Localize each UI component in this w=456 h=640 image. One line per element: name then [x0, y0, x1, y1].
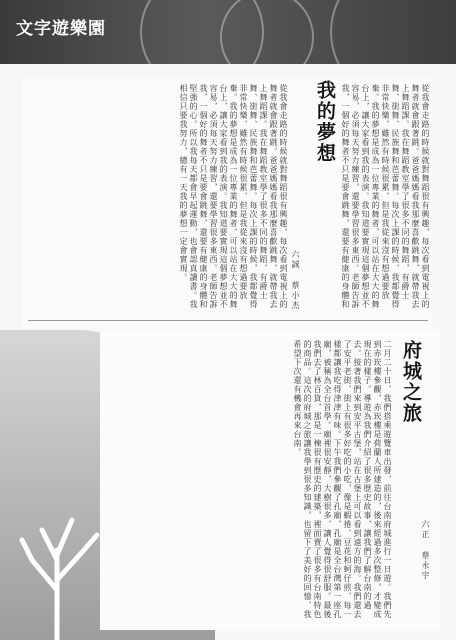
article-title: 我的夢想 [314, 80, 336, 164]
tree-icon [12, 480, 102, 640]
article-title: 府城之旅 [400, 340, 422, 424]
article-body-part: 從我會走路的時候就對舞蹈很有興趣，每次看到電視上的舞者就會跟著跳。爸爸媽媽看我那麼喜歡跳舞，就帶我去上舞蹈課。我在舞蹈教室學了很多不同的舞蹈，有爵士舞、街舞、民族舞和芭蕾舞。每次上課的時候，我都覺得非常快樂，雖然有時候很累，但是我從來沒有想過要放棄。我的夢想是成為一位專業的舞者，可以站在大大的舞台上，讓大家看到我的表演。我知道要實現這個夢想並不容易，必須每天努力練習，還要學習很多東西。老師告訴我，一個好的舞者不只是要會跳舞，還要有健康的身體和 [341, 84, 430, 309]
divider [28, 320, 428, 321]
article-body-part: 從我會走路的時候就對舞蹈很有興趣，每次看到電視上的舞者就會跟著跳。爸爸媽媽看我那麼喜歡跳舞，就帶我去上舞蹈課。我在舞蹈教室學了很多不同的舞蹈，有爵士舞、街舞、民族舞和芭蕾舞。每次上課的時候，我都覺得非常快樂，雖然有時候很累，但是我從來沒有想過要放棄。我的夢想是成為一位專業的舞者，可以站在大大的舞台上，讓大家看到我的表演。我知道要實現這個夢想並不容易，必須每天努力練習，還要學習很多東西。老師告訴我，一個好的舞者不只是要會跳舞，還要有健康的身體和堅強的心。所以我每天都會早起運動，也會認真讀書。我相信只要我努力，總有一天我的夢想一定會實現。 [179, 84, 288, 309]
article-body: 二月二十日，我們搭乘遊覽車出發，前往台南府城進行一日遊。我們先到赤崁樓參觀，赤崁樓是荷蘭人所建造的，後來經過多次整修，才變成現在的樣子。導遊為我們介紹了很多歷史故事，讓我們了解台南的過去。接著我們來到安平古堡，站在古堡上可以看到遠方的海。我們還去了安平老街，街上有很多好吃的小吃，像是蝦捲、豆花和蚵仔煎，每一樣都讓我吃得津津有味。下午我們參觀了孔廟，孔廟是全台灣第一座孔廟，被稱為全台首學。廟裡很安靜，大樹很多，讓人覺得很舒服。最後我們去了林百貨，那是一棟很有歷史的建築，裡面賣了很多有台南特色的商品。這次的府城之旅讓我學到很多知識，也留下了美好的回憶，我希望下次還有機會再來台南。 [293, 340, 392, 619]
header-banner [0, 0, 456, 64]
article-author: 六誠 蔡小杰 [291, 250, 300, 311]
section-title: 文字遊樂園 [16, 19, 106, 39]
article-author: 六正 蔡永宇 [421, 520, 430, 581]
banner-swirl-decoration [220, 0, 314, 64]
banner-swirl-decoration [330, 0, 456, 64]
